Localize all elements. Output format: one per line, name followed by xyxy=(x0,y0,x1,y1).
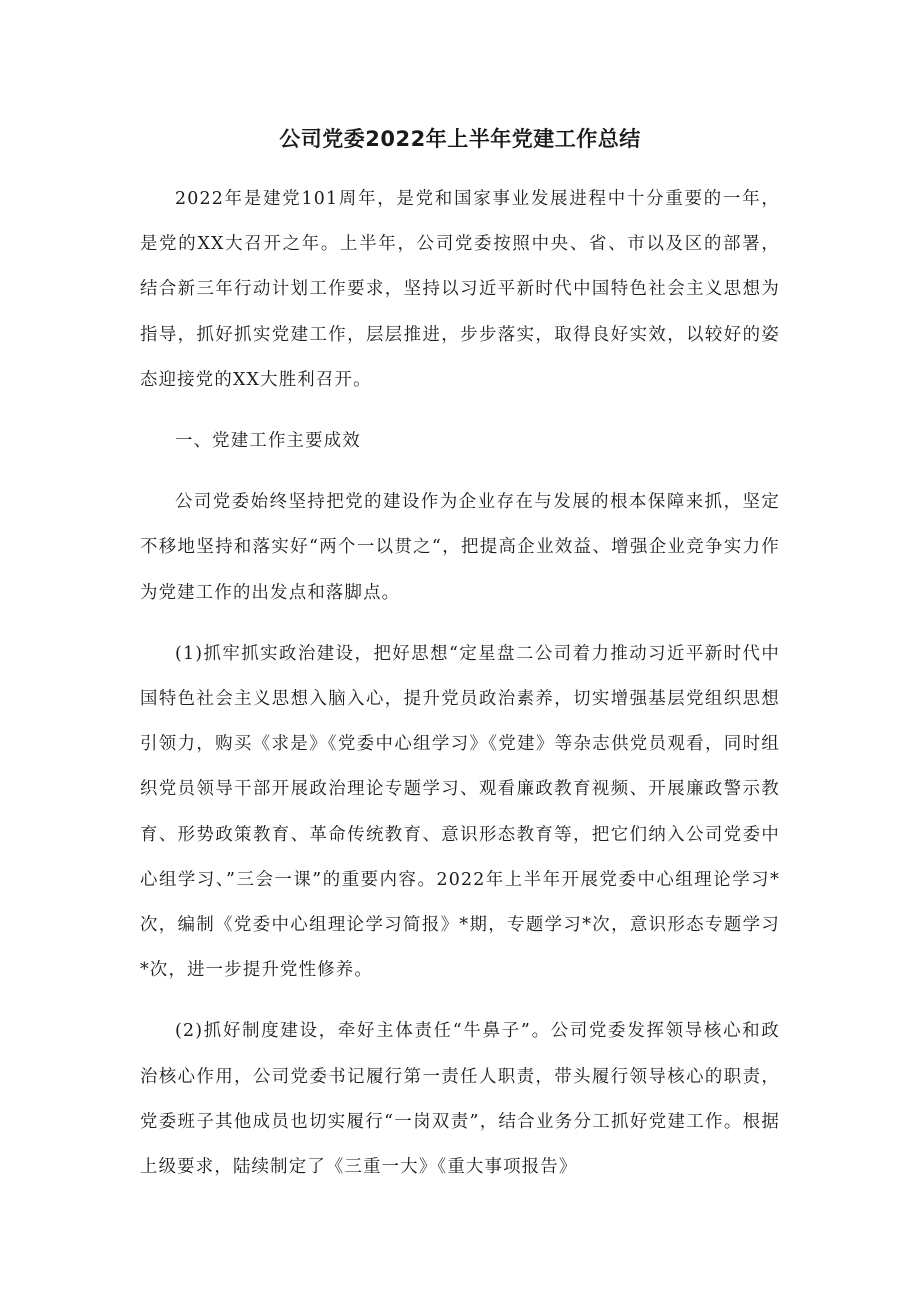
document-title: 公司党委2022年上半年党建工作总结 xyxy=(279,127,641,151)
body-paragraph: 公司党委始终坚持把党的建设作为企业存在与发展的根本保障来抓，坚定不移地坚持和落实好“两个一以贯之“，把提高企业效益、增强企业竞争实力作为党建工作的出发点和落脚点。 xyxy=(140,492,780,603)
section-heading: 一、党建工作主要成效 xyxy=(175,431,361,452)
intro-paragraph: 2022年是建党101周年，是党和国家事业发展进程中十分重要的一年，是党的XX大召开之年。上半年，公司党委按照中央、省、市以及区的部署，结合新三年行动计划工作要求，坚持以习近平新时代中国特色社会主义思想为指导，抓好抓实党建工作，层层推进，步步落实，取得良好实效，以较好的姿态迎接党的XX大胜利召开。 xyxy=(140,189,780,390)
body-paragraph: (2)抓好制度建设，牵好主体责任“牛鼻子”。公司党委发挥领导核心和政治核心作用，公司党委书记履行第一责任人职责，带头履行领导核心的职责，党委班子其他成员也切实履行“一岗双责”，结合业务分工抓好党建工作。根据上级要求，陆续制定了《三重一大》《重大事项报告》 xyxy=(140,1021,780,1178)
body-paragraph: (1)抓牢抓实政治建设，把好思想“定星盘二公司着力推动习近平新时代中国特色社会主义思想入脑入心，提升党员政治素养，切实增强基层党组织思想引领力，购买《求是》《党委中心组学习》《党建》等杂志供党员观看，同时组织党员领导干部开展政治理论专题学习、观看廉政教育视频、开展廉政警示教育、形势政策教育、革命传统教育、意识形态教育等，把它们纳入公司党委中心组学习、”三会一课”的重要内容。2022年上半年开展党委中心组理论学习*次，编制《党委中心组理论学习简报》*期，专题学习*次，意识形态专题学习*次，进一步提升党性修养。 xyxy=(140,643,780,981)
document-page xyxy=(140,118,780,1190)
